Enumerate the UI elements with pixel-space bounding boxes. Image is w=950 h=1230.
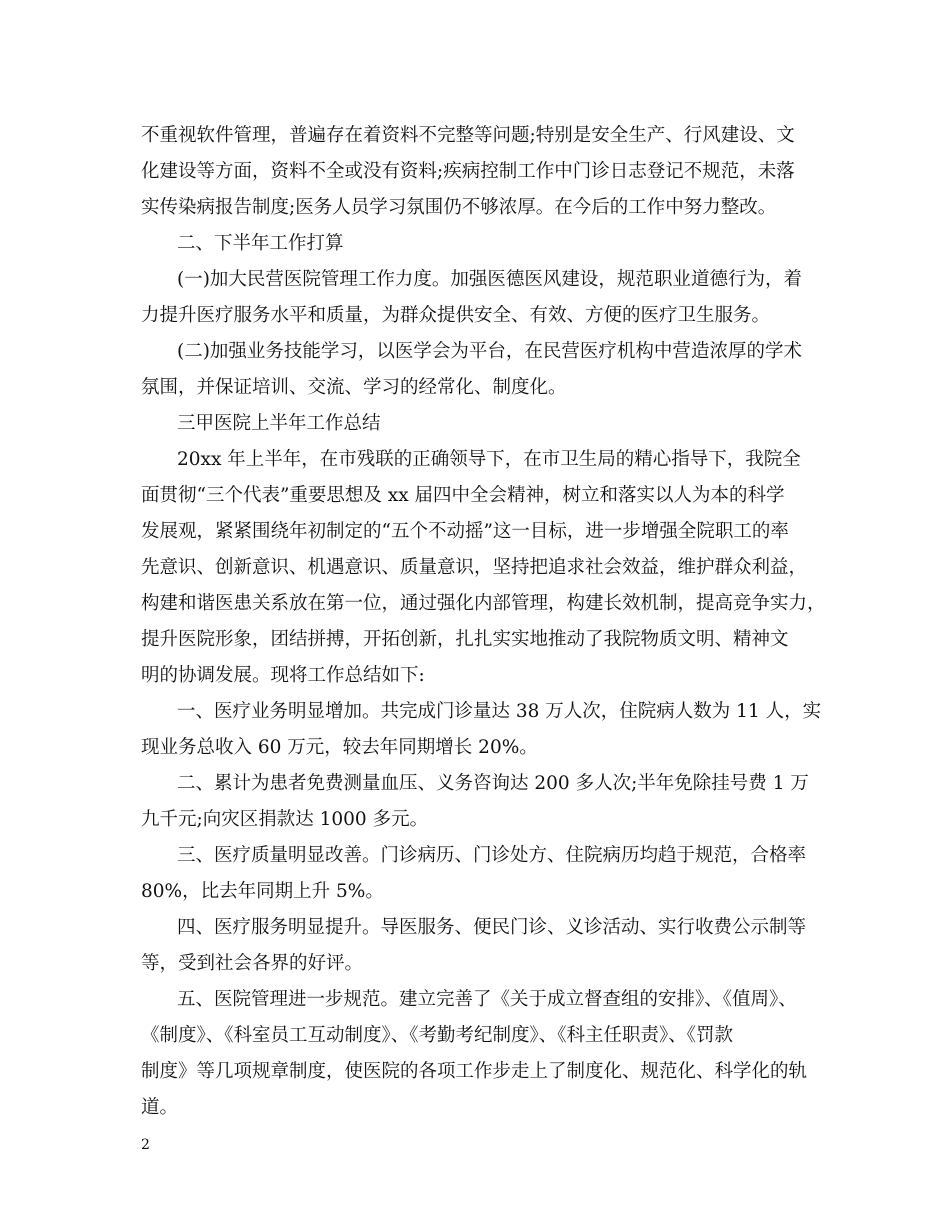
text-line: 化建设等方面，资料不全或没有资料;疾病控制工作中门诊日志登记不规范，未落	[141, 161, 795, 182]
text-line: 一、医疗业务明显增加。共完成门诊量达 38 万人次，住院病人数为 11 人，实	[177, 701, 822, 722]
text-line: 力提升医疗服务水平和质量，为群众提供安全、有效、方便的医疗卫生服务。	[141, 305, 771, 326]
text-line: 面贯彻“三个代表”重要思想及 xx 届四中全会精神，树立和落实以人为本的科学	[141, 485, 785, 506]
text-line: 构建和谐医患关系放在第一位，通过强化内部管理，构建长效机制，提高竞争实力，	[141, 593, 826, 614]
text-line: 等，受到社会各界的好评。	[141, 953, 364, 974]
text-line: 二、累计为患者免费测量血压、义务咨询达 200 多人次;半年免除挂号费 1 万	[177, 773, 809, 794]
text-line: 发展观，紧紧围绕年初制定的“五个不动摇”这一目标，进一步增强全院职工的率	[141, 521, 789, 542]
text-line: 三、医疗质量明显改善。门诊病历、门诊处方、住院病历均趋于规范，合格率	[177, 845, 807, 866]
text-line: (二)加强业务技能学习，以医学会为平台，在民营医疗机构中营造浓厚的学术	[177, 341, 802, 362]
section-heading: 二、下半年工作打算	[177, 233, 344, 254]
text-line: 提升医院形象，团结拼搏，开拓创新，扎扎实实地推动了我院物质文明、精神文	[141, 629, 789, 650]
text-line: 不重视软件管理，普遍存在着资料不完整等问题;特别是安全生产、行风建设、文	[141, 125, 795, 146]
section-heading: 三甲医院上半年工作总结	[177, 413, 381, 434]
text-line: 道。	[141, 1097, 179, 1118]
text-line: 先意识、创新意识、机遇意识、质量意识，坚持把追求社会效益，维护群众利益，	[141, 557, 808, 578]
text-line: 现业务总收入 60 万元，较去年同期增长 20%。	[141, 737, 538, 758]
text-line: 《制度》、《科室员工互动制度》、《考勤考纪制度》、《科主任职责》、《罚款	[141, 1025, 734, 1046]
text-line: (一)加大民营医院管理工作力度。加强医德医风建设，规范职业道德行为，着	[177, 269, 802, 290]
page-number: 2	[141, 1137, 150, 1153]
text-line: 实传染病报告制度;医务人员学习氛围仍不够浓厚。在今后的工作中努力整改。	[141, 197, 777, 218]
text-line: 80%，比去年同期上升 5%。	[141, 881, 384, 902]
text-line: 制度》等几项规章制度，使医院的各项工作步走上了制度化、规范化、科学化的轨	[141, 1061, 808, 1082]
text-line: 九千元;向灾区捐款达 1000 多元。	[141, 809, 429, 830]
text-line: 氛围，并保证培训、交流、学习的经常化、制度化。	[141, 377, 567, 398]
text-line: 四、医疗服务明显提升。导医服务、便民门诊、义诊活动、实行收费公示制等	[177, 917, 807, 938]
text-line: 明的协调发展。现将工作总结如下:	[141, 665, 425, 686]
document-body	[141, 118, 826, 1126]
text-line: 20xx 年上半年，在市残联的正确领导下，在市卫生局的精心指导下，我院全	[177, 449, 801, 470]
text-line: 五、医院管理进一步规范。建立完善了《关于成立督查组的安排》、《值周》、	[177, 989, 797, 1010]
